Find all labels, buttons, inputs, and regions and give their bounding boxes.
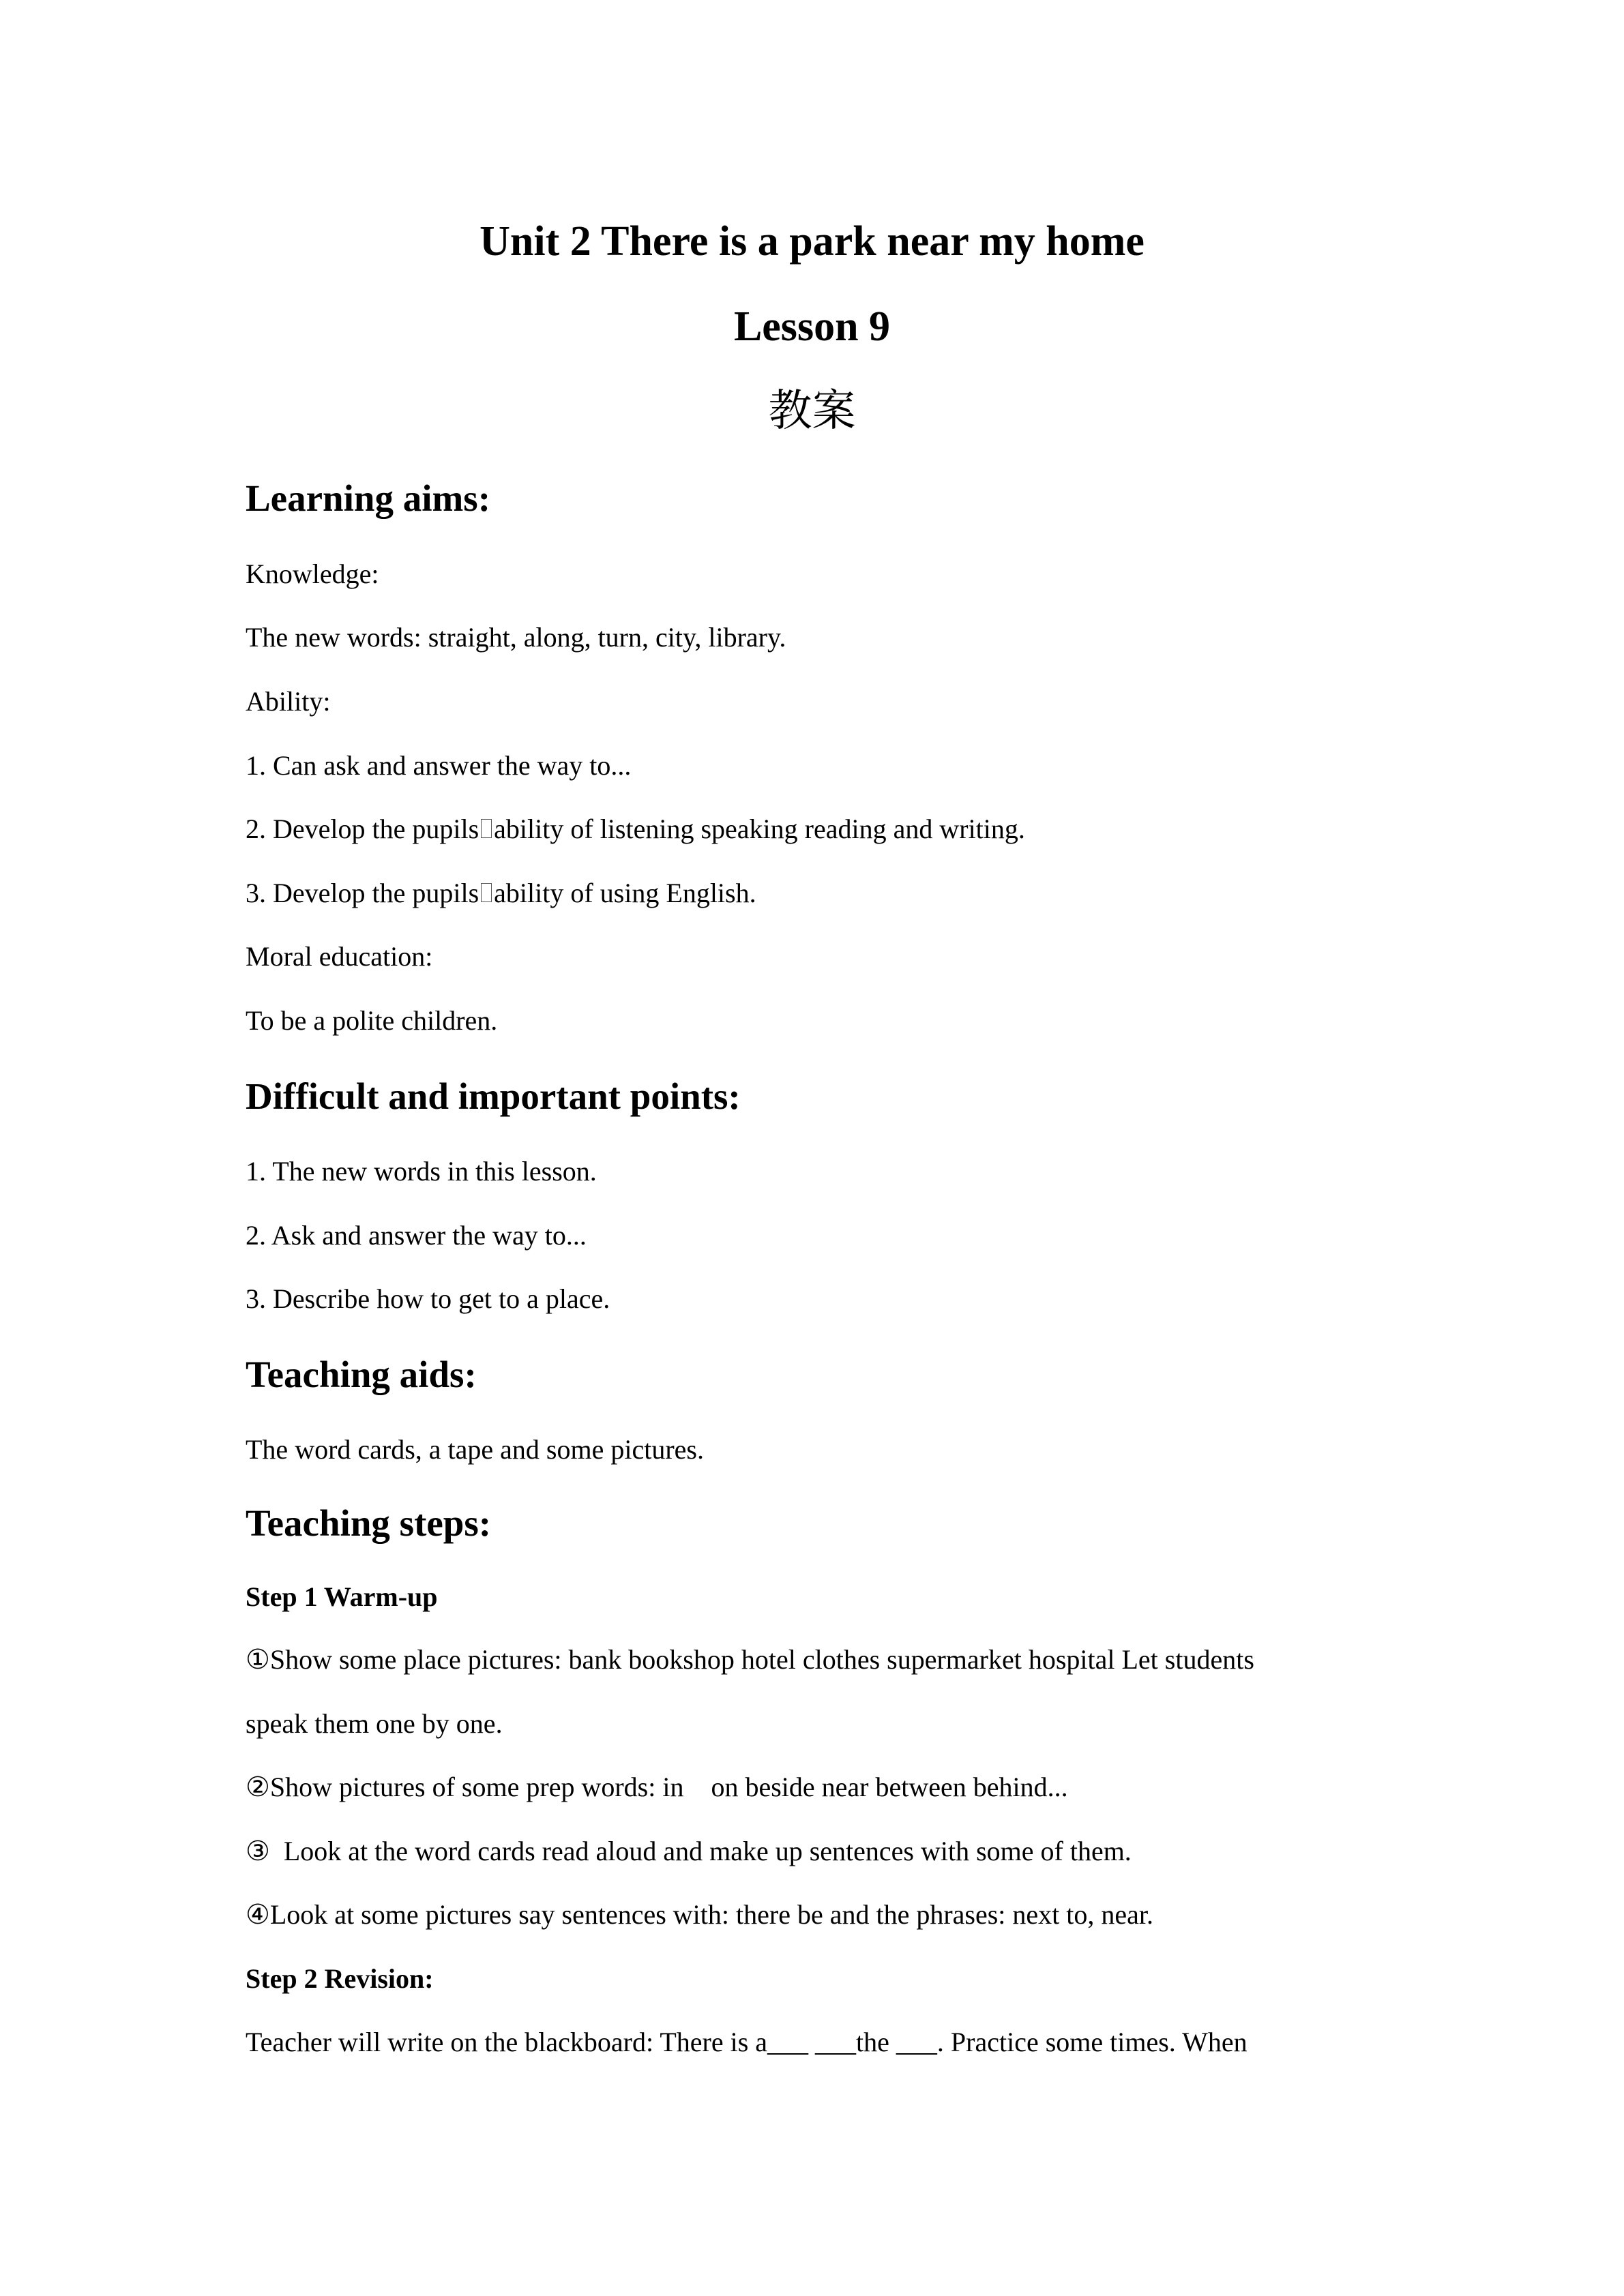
step-2-text: Teacher will write on the blackboard: There is a___ ___the ___. Practice some times. When — [246, 2027, 1247, 2057]
step-1-item-1: ①Show some place pictures: bank bookshop hotel clothes supermarket hospital Let students — [246, 1644, 1254, 1675]
difficult-points-heading: Difficult and important points: — [246, 1075, 741, 1117]
learning-aims-heading: Learning aims: — [246, 477, 491, 519]
ability-item-2-start: 2. Develop the pupils — [246, 814, 479, 844]
step-1-item-3: ③ Look at the word cards read aloud and make up sentences with some of them. — [246, 1836, 1132, 1866]
missing-glyph-icon — [481, 819, 492, 838]
ability-item-3-end: ability of using English. — [494, 878, 756, 908]
moral-text: To be a polite children. — [246, 1005, 498, 1036]
knowledge-label: Knowledge: — [246, 558, 379, 589]
teaching-steps-heading: Teaching steps: — [246, 1502, 492, 1544]
teaching-aids-heading: Teaching aids: — [246, 1354, 477, 1395]
lesson-plan-title: 教案 — [768, 386, 856, 436]
step-1-title: Step 1 Warm-up — [246, 1581, 438, 1612]
step-1-item-2: ②Show pictures of some prep words: in on beside near between behind... — [246, 1772, 1068, 1802]
ability-label: Ability: — [246, 686, 331, 717]
ability-item-1: 1. Can ask and answer the way to... — [246, 750, 632, 781]
moral-label: Moral education: — [246, 941, 433, 972]
step-2-title: Step 2 Revision: — [246, 1963, 434, 1994]
missing-glyph-icon — [481, 883, 492, 902]
ability-item-3-start: 3. Develop the pupils — [246, 878, 479, 908]
unit-title: Unit 2 There is a park near my home — [479, 218, 1145, 265]
ability-item-2 — [246, 816, 1025, 843]
ability-item-3 — [246, 880, 756, 907]
teaching-aids-text: The word cards, a tape and some pictures. — [246, 1434, 704, 1465]
difficult-item-1: 1. The new words in this lesson. — [246, 1156, 597, 1187]
difficult-item-2: 2. Ask and answer the way to... — [246, 1220, 587, 1251]
step-1-item-1-continued: speak them one by one. — [246, 1708, 503, 1739]
difficult-item-3: 3. Describe how to get to a place. — [246, 1283, 610, 1314]
ability-item-2-end: ability of listening speaking reading and writing. — [494, 814, 1025, 844]
step-1-item-4: ④Look at some pictures say sentences with: there be and the phrases: next to, near. — [246, 1899, 1154, 1930]
lesson-title: Lesson 9 — [733, 303, 891, 350]
knowledge-text: The new words: straight, along, turn, city, library. — [246, 622, 786, 653]
